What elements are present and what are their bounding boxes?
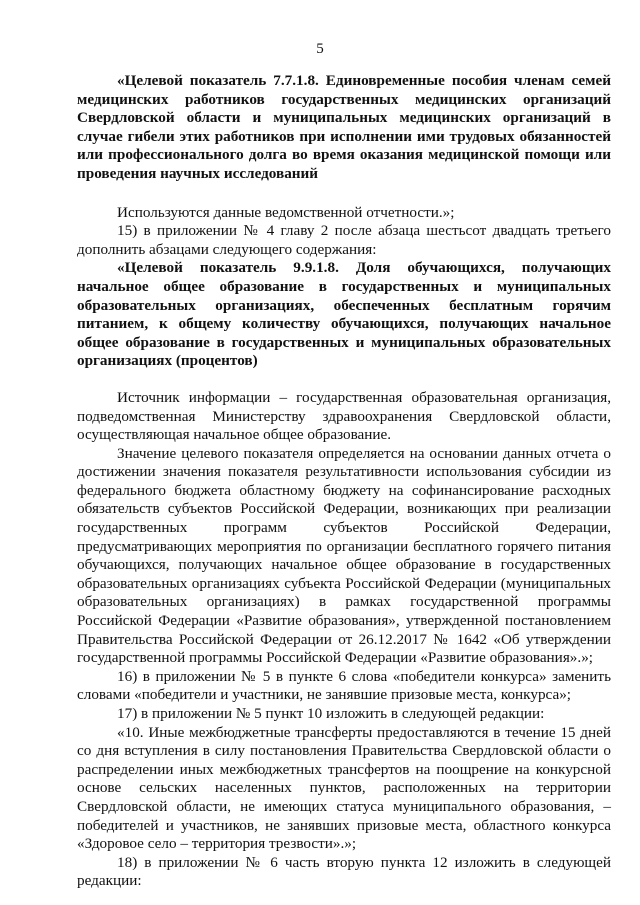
paragraph-reporting-data: Используются данные ведомственной отчетности.»;: [117, 203, 455, 221]
paragraph-indicator-value: Значение целевого показателя определяется на основании данных отчета о достижении значения показателя результативности использования субсидии из федерального бюджета областному бюджету на софинансирование расходных обязательств субъектов Российской Федерации, возникающих при реализации государственных программ субъектов Российской Федерации, предусматривающих мероприятия по организации бесплатного горячего питания обучающихся, получающих начальное общее образование в государственных образовательных организациях субъекта Российской Федерации (муниципальных образовательных организациях) в рамках государственной программы Российской Федерации «Развитие образования», утвержденной постановлением Правительства Российской Федерации от 26.12.2017 № 1642 «Об утверждении государственной программы Российской Федерации «Развитие образования».»;: [77, 444, 611, 667]
paragraph-item-10-text: «10. Иные межбюджетные трансферты предоставляются в течение 15 дней со дня вступления в силу постановления Правительства Свердловской области о распределении иных межбюджетных трансфертов на поощрение на конкурсной основе сельских населенных пунктов, расположенных на территории Свердловской области, не имеющих статуса муниципального образования, – победителей и участников, не занявших призовые места, областного конкурса «Здоровое село – территория трезвости».»;: [77, 723, 611, 853]
page-number: 5: [316, 41, 324, 57]
paragraph-item-15: 15) в приложении № 4 главу 2 после абзаца шестьсот двадцать третьего дополнить абзацами следующего содержания:: [77, 222, 611, 258]
paragraph-information-source: Источник информации – государственная образовательная организация, подведомственная Министерству здравоохранения Свердловской области, осуществляющая начальное общее образование.: [77, 388, 611, 444]
paragraph-item-16: 16) в приложении № 5 в пункте 6 слова «победители конкурса» заменить словами «победители и участники, не занявшие призовые места, конкурса»;: [77, 667, 611, 704]
document-body: [77, 72, 611, 891]
paragraph-target-indicator-9: «Целевой показатель 9.9.1.8. Доля обучающихся, получающих начальное общее образование в государственных и муниципальных образовательных организациях, обеспеченных бесплатным горячим питанием, к общему количеству обучающихся, получающих начальное общее образование в государственных и муниципальных образовательных организациях (процентов): [77, 259, 611, 370]
paragraph-target-indicator-7: «Целевой показатель 7.7.1.8. Единовременные пособия членам семей медицинских работников государственных медицинских организаций Свердловской области и муниципальных медицинских организаций в случае гибели этих работников при исполнении ими трудовых обязанностей или профессионального долга во время оказания медицинской помощи или проведения научных исследований: [77, 72, 611, 182]
paragraph-item-18: 18) в приложении № 6 часть вторую пункта 12 изложить в следующей редакции:: [77, 853, 611, 890]
paragraph-item-17: 17) в приложении № 5 пункт 10 изложить в следующей редакции:: [117, 705, 545, 722]
